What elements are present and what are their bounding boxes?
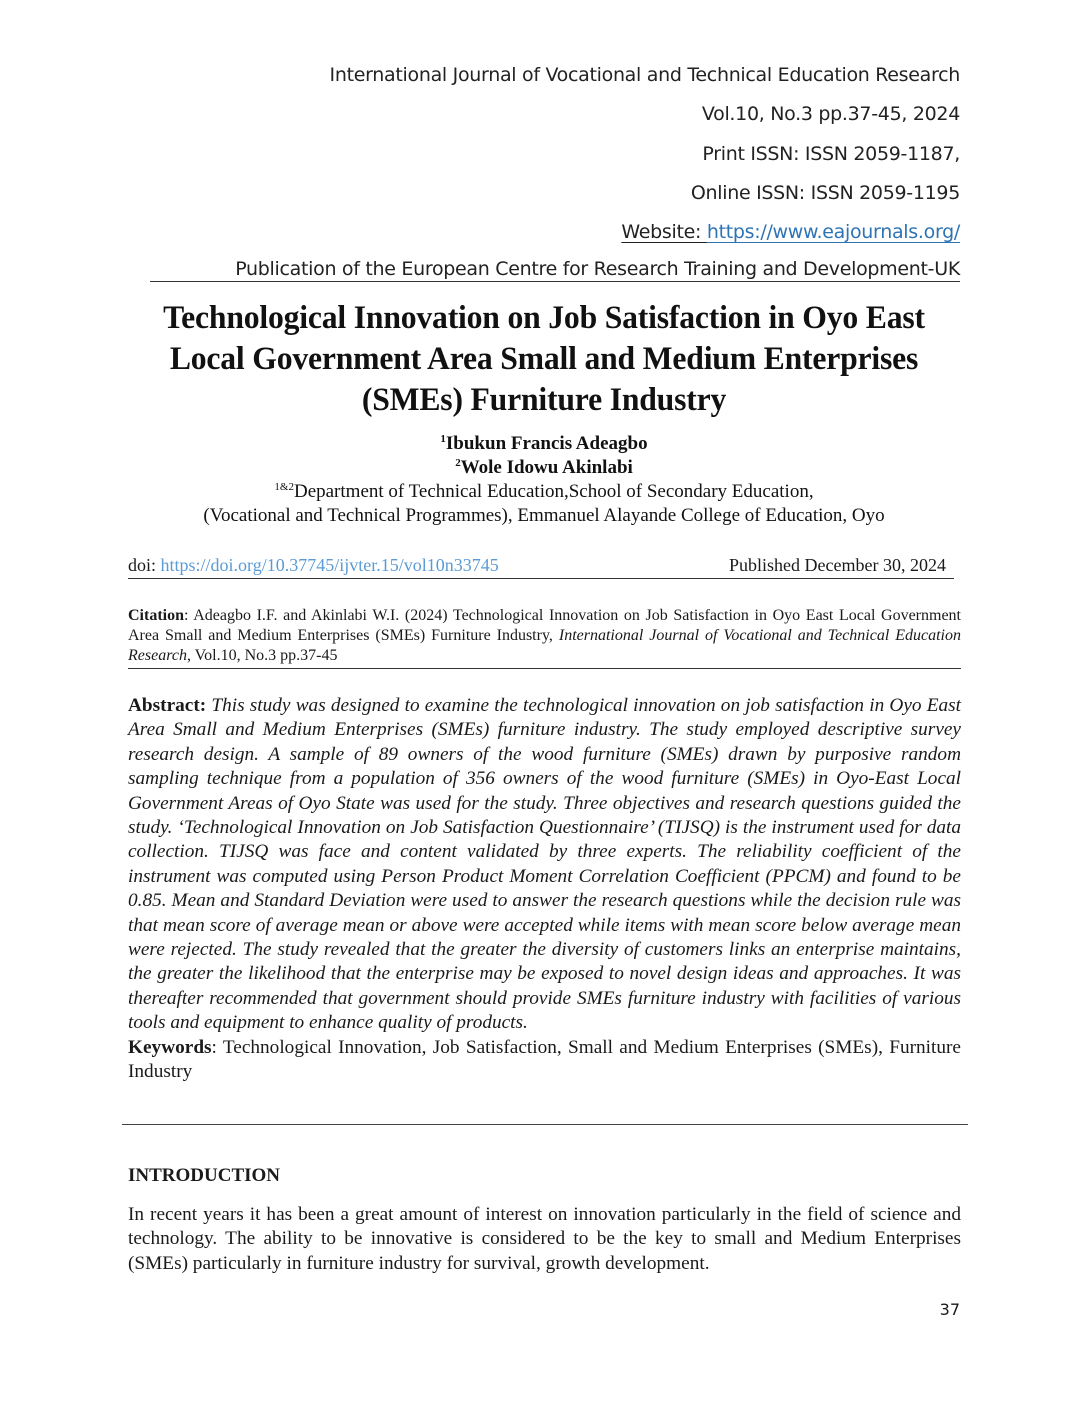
- abstract-divider: [122, 1124, 968, 1125]
- doi-link[interactable]: https://doi.org/10.37745/ijvter.15/vol10n33745: [160, 555, 499, 575]
- doi: doi: https://doi.org/10.37745/ijvter.15/vol10n33745: [128, 555, 499, 575]
- affiliation-line-1: $^{1\&2}$Department of Technical Education,School of Secondary Education,: [274, 481, 814, 502]
- website-label: Website:: [621, 221, 707, 243]
- header-print-issn: Print ISSN: ISSN 2059-1187,: [702, 143, 960, 165]
- doi-row: [128, 555, 954, 579]
- header-publisher: Publication of the European Centre for Research Training and Development-UK: [150, 258, 960, 282]
- published-date: Published December 30, 2024: [729, 555, 946, 575]
- keywords: Keywords: Technological Innovation, Job Satisfaction, Small and Medium Enterprises (SMEs), Furniture Industry: [128, 1036, 961, 1083]
- authors-block: [120, 432, 968, 528]
- paper-title: Technological Innovation on Job Satisfaction in Oyo East Local Government Area Small and Medium Enterprises (SMEs) Furniture Industry: [163, 300, 925, 418]
- citation: Citation: Adeagbo I.F. and Akinlabi W.I. (2024) Technological Innovation on Job Satisfaction in Oyo East Local Government Area Small and Medium Enterprises (SMEs) Furniture Industry, International Journal of Vocational and Technical Education Research, Vol.10, No.3 pp.37-45: [128, 606, 961, 669]
- header-journal: International Journal of Vocational and Technical Education Research: [329, 64, 960, 86]
- affiliation-line-2: (Vocational and Technical Programmes), Emmanuel Alayande College of Education, Oyo: [203, 505, 885, 526]
- header-online-issn: Online ISSN: ISSN 2059-1195: [690, 182, 960, 204]
- website-link[interactable]: https://www.eajournals.org/: [706, 221, 960, 243]
- page-number: 37: [939, 1300, 960, 1319]
- citation-label: Citation: [128, 607, 184, 624]
- introduction-text: In recent years it has been a great amount of interest on innovation particularly in the field of science and technology. The ability to be innovative is considered to be the key to small and Medium Enterprises (SMEs) particularly in furniture industry for survival, growth development.: [128, 1204, 961, 1274]
- abstract-label: Abstract:: [128, 695, 207, 716]
- abstract: [128, 694, 961, 1085]
- author-2: $^2$Wole Idowu Akinlabi: [455, 457, 633, 478]
- abstract-text: This study was designed to examine the technological innovation on job satisfaction in Oyo East Area Small and Medium Enterprises (SMEs) furniture industry. The study employed descriptive survey research design. A sample of 89 owners of the wood furniture (SMEs) drawn by purposive random sampling technique from a population of 356 owners of the wood furniture (SMEs) in Oyo-East Local Government Areas of Oyo State was used for the study. Three objectives and research questions guided the study. ‘Technological Innovation on Job Satisfaction Questionnaire’ (TIJSQ) is the instrument used for data collection. TIJSQ was face and content validated by three experts. The reliability coefficient of the instrument was computed using Person Product Moment Correlation Coefficient (PPCM) and found to be 0.85. Mean and Standard Deviation were used to answer the research questions while the decision rule was that mean score of average mean or above were accepted while items with mean score below average mean were rejected. The study revealed that the greater the diversity of customers links an enterprise maintains, the greater the likelihood that the enterprise may be exposed to novel design ideas and approaches. It was thereafter recommended that government should provide SMEs furniture industry with facilities of various tools and equipment to enhance quality of products.: [128, 695, 962, 1034]
- header-volume: Vol.10, No.3 pp.37-45, 2024: [701, 103, 960, 125]
- introduction-heading: INTRODUCTION: [128, 1165, 281, 1186]
- header-website: [621, 221, 960, 243]
- author-1: $^1$Ibukun Francis Adeagbo: [440, 433, 648, 454]
